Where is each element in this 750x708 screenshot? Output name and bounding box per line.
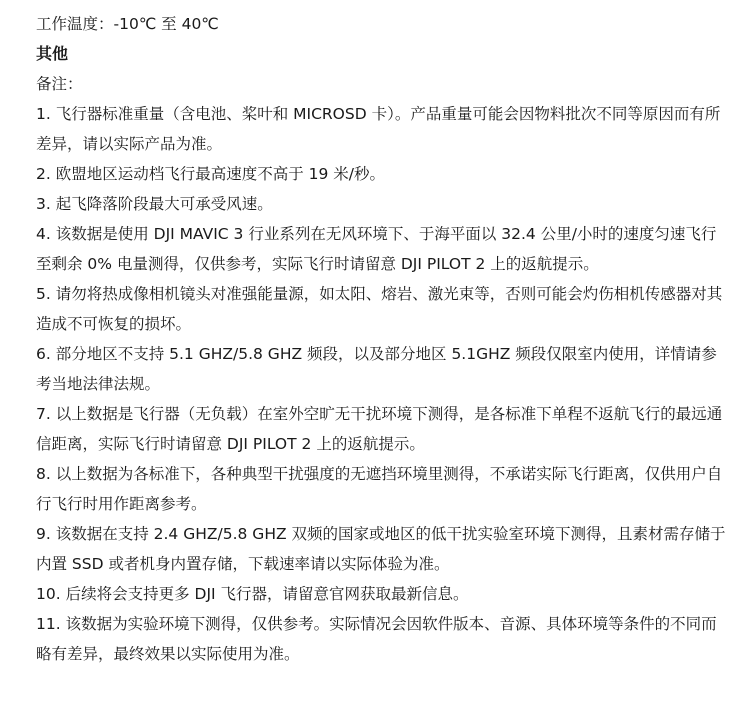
note-item: 2. 欧盟地区运动档飞行最高速度不高于 19 米/秒。	[36, 165, 386, 183]
note-item: 6. 部分地区不支持 5.1 GHZ/5.8 GHZ 频段，以及部分地区 5.1GHZ 频段仅限室内使用，详情请参考当地法律法规。	[36, 345, 717, 393]
note-item: 10. 后续将会支持更多 DJI 飞行器，请留意官网获取最新信息。	[36, 585, 469, 603]
note-item: 8. 以上数据为各标准下，各种典型干扰强度的无遮挡环境里测得，不承诺实际飞行距离，仅供用户自行飞行时用作距离参考。	[36, 465, 723, 513]
section-title: 其他	[36, 44, 69, 63]
note-item: 4. 该数据是使用 DJI MAVIC 3 行业系列在无风环境下、于海平面以 32.4 公里/小时的速度匀速飞行至剩余 0% 电量测得，仅供参考，实际飞行时请留意 DJI PILOT 2 上的返航提示。	[36, 225, 717, 273]
spec-document	[36, 0, 726, 669]
notes-label: 备注：	[36, 75, 83, 93]
note-item: 5. 请勿将热成像相机镜头对准强能量源，如太阳、熔岩、激光束等，否则可能会灼伤相机传感器对其造成不可恢复的损坏。	[36, 285, 723, 333]
note-item: 11. 该数据为实验环境下测得，仅供参考。实际情况会因软件版本、音源、具体环境等条件的不同而略有差异，最终效果以实际使用为准。	[36, 615, 717, 663]
note-item: 7. 以上数据是飞行器（无负载）在室外空旷无干扰环境下测得，是各标准下单程不返航飞行的最远通信距离，实际飞行时请留意 DJI PILOT 2 上的返航提示。	[36, 405, 723, 453]
note-item: 3. 起飞降落阶段最大可承受风速。	[36, 195, 273, 213]
note-item: 1. 飞行器标准重量（含电池、桨叶和 MICROSD 卡）。产品重量可能会因物料批次不同等原因而有所差异，请以实际产品为准。	[36, 105, 721, 153]
notes-list	[36, 99, 726, 669]
note-item: 9. 该数据在支持 2.4 GHZ/5.8 GHZ 双频的国家或地区的低干扰实验室环境下测得，且素材需存储于内置 SSD 或者机身内置存储，下载速率请以实际体验为准。	[36, 525, 726, 573]
working-temperature-line: 工作温度：-10℃ 至 40℃	[36, 15, 219, 33]
